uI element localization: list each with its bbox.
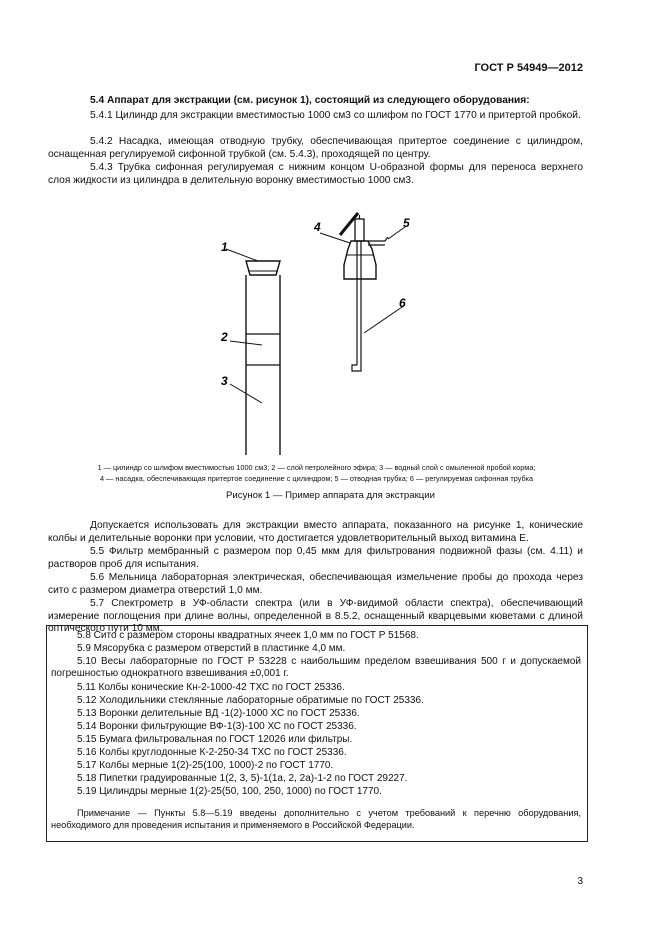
item-5-12: 5.12 Холодильники стеклянные лабораторные обратимые по ГОСТ 25336.: [77, 695, 424, 706]
item-5-7: 5.7 Спектрометр в УФ-области спектра (или в УФ-видимой области спектра), обеспечивающий измерение поглощения при длине волны, определенной в 8.5.2, оснащенный кварцевыми кюветами с длиной оптического пути 10 мм.: [48, 598, 583, 635]
item-5-14: 5.14 Воронки фильтрующие ВФ-1(3)-100 ХС по ГОСТ 25336.: [77, 721, 357, 732]
document-header: ГОСТ Р 54949—2012: [474, 62, 583, 74]
item-5-4-2: 5.4.2 Насадка, имеющая отводную трубку, обеспечивающая притертое соединение с цилиндром, оснащенная регулируемой сифонной трубкой (см. 5.4.3), проходящей по центру.: [48, 136, 583, 160]
item-5-13: 5.13 Воронки делительные ВД -1(2)-1000 ХС по ГОСТ 25336.: [77, 708, 360, 719]
figure-label-4: 4: [314, 220, 321, 234]
item-5-19: 5.19 Цилиндры мерные 1(2)-25(50, 100, 250, 1000) по ГОСТ 1770.: [77, 786, 382, 797]
item-5-15: 5.15 Бумага фильтровальная по ГОСТ 12026 или фильтры.: [77, 734, 353, 745]
item-5-4-1: 5.4.1 Цилиндр для экстракции вместимостью 1000 см3 со шлифом по ГОСТ 1770 и притертой пробкой.: [90, 110, 581, 121]
section-title: 5.4 Аппарат для экстракции (см. рисунок 1), состоящий из следующего оборудования:: [90, 95, 530, 106]
figure-label-1: 1: [221, 240, 228, 254]
paragraph-alternative: Допускается использовать для экстракции вместо аппарата, показанного на рисунке 1, конические колбы и делительные воронки при условии, что достигается удовлетворительный выход витамина Е.: [48, 520, 583, 544]
figure-label-3: 3: [221, 374, 228, 388]
page-number: 3: [577, 876, 583, 887]
item-5-9: 5.9 Мясорубка с размером отверстий в пластинке 4,0 мм.: [77, 643, 346, 654]
box-note: Примечание — Пункты 5.8—5.19 введены дополнительно с учетом требований к перечню оборудования, необходимого для проведения испытания и применяемого в Российской Федерации.: [51, 808, 581, 830]
figure-leaders: [226, 227, 405, 403]
item-5-11: 5.11 Колбы конические Кн-2-1000-42 ТХС по ГОСТ 25336.: [77, 682, 345, 693]
figure-extraction-apparatus: [200, 205, 420, 460]
figure-label-5: 5: [403, 216, 410, 230]
figure-legend-line-1: 1 — цилиндр со шлифом вместимостью 1000 см3; 2 — слой петролейного эфира; 3 — водный слой с омыленной пробой корма;: [97, 463, 536, 472]
cylinder-drawing: [246, 261, 280, 455]
item-5-6: 5.6 Мельница лабораторная электрическая, обеспечивающая измельчение пробы до прохода через сито с размером диаметра отверстий 1,0 мм.: [48, 572, 583, 596]
item-5-17: 5.17 Колбы мерные 1(2)-25(100, 1000)-2 по ГОСТ 1770.: [77, 760, 334, 771]
item-5-4-3: 5.4.3 Трубка сифонная регулируемая с нижним концом U-образной формы для переноса верхнего слоя жидкости из цилиндра в делительную воронку вместимостью 1000 см3.: [48, 162, 583, 186]
supplementary-box: [46, 625, 588, 842]
item-5-10: 5.10 Весы лабораторные по ГОСТ Р 53228 с наибольшим пределом взвешивания 500 г и допускаемой погрешностью однократного взвешивания ±0,001 г.: [51, 656, 581, 680]
item-5-8: 5.8 Сито с размером стороны квадратных ячеек 1,0 мм по ГОСТ Р 51568.: [77, 630, 419, 641]
item-5-16: 5.16 Колбы круглодонные К-2-250-34 ТХС по ГОСТ 25336.: [77, 747, 347, 758]
siphon-head-drawing: [340, 213, 388, 371]
figure-caption: Рисунок 1 — Пример аппарата для экстракции: [226, 490, 435, 501]
figure-label-6: 6: [399, 296, 406, 310]
figure-label-2: 2: [221, 330, 228, 344]
item-5-18: 5.18 Пипетки градуированные 1(2, 3, 5)-1(1а, 2, 2а)-1-2 по ГОСТ 29227.: [77, 773, 408, 784]
figure-legend-line-2: 4 — насадка, обеспечивающая притертое соединение с цилиндром; 5 — отводная трубка; 6 — регулируемая сифонная трубка: [99, 474, 534, 483]
item-5-5: 5.5 Фильтр мембранный с размером пор 0,45 мкм для фильтрования подвижной фазы (см. 4.11) и растворов проб для испытания.: [48, 546, 583, 570]
